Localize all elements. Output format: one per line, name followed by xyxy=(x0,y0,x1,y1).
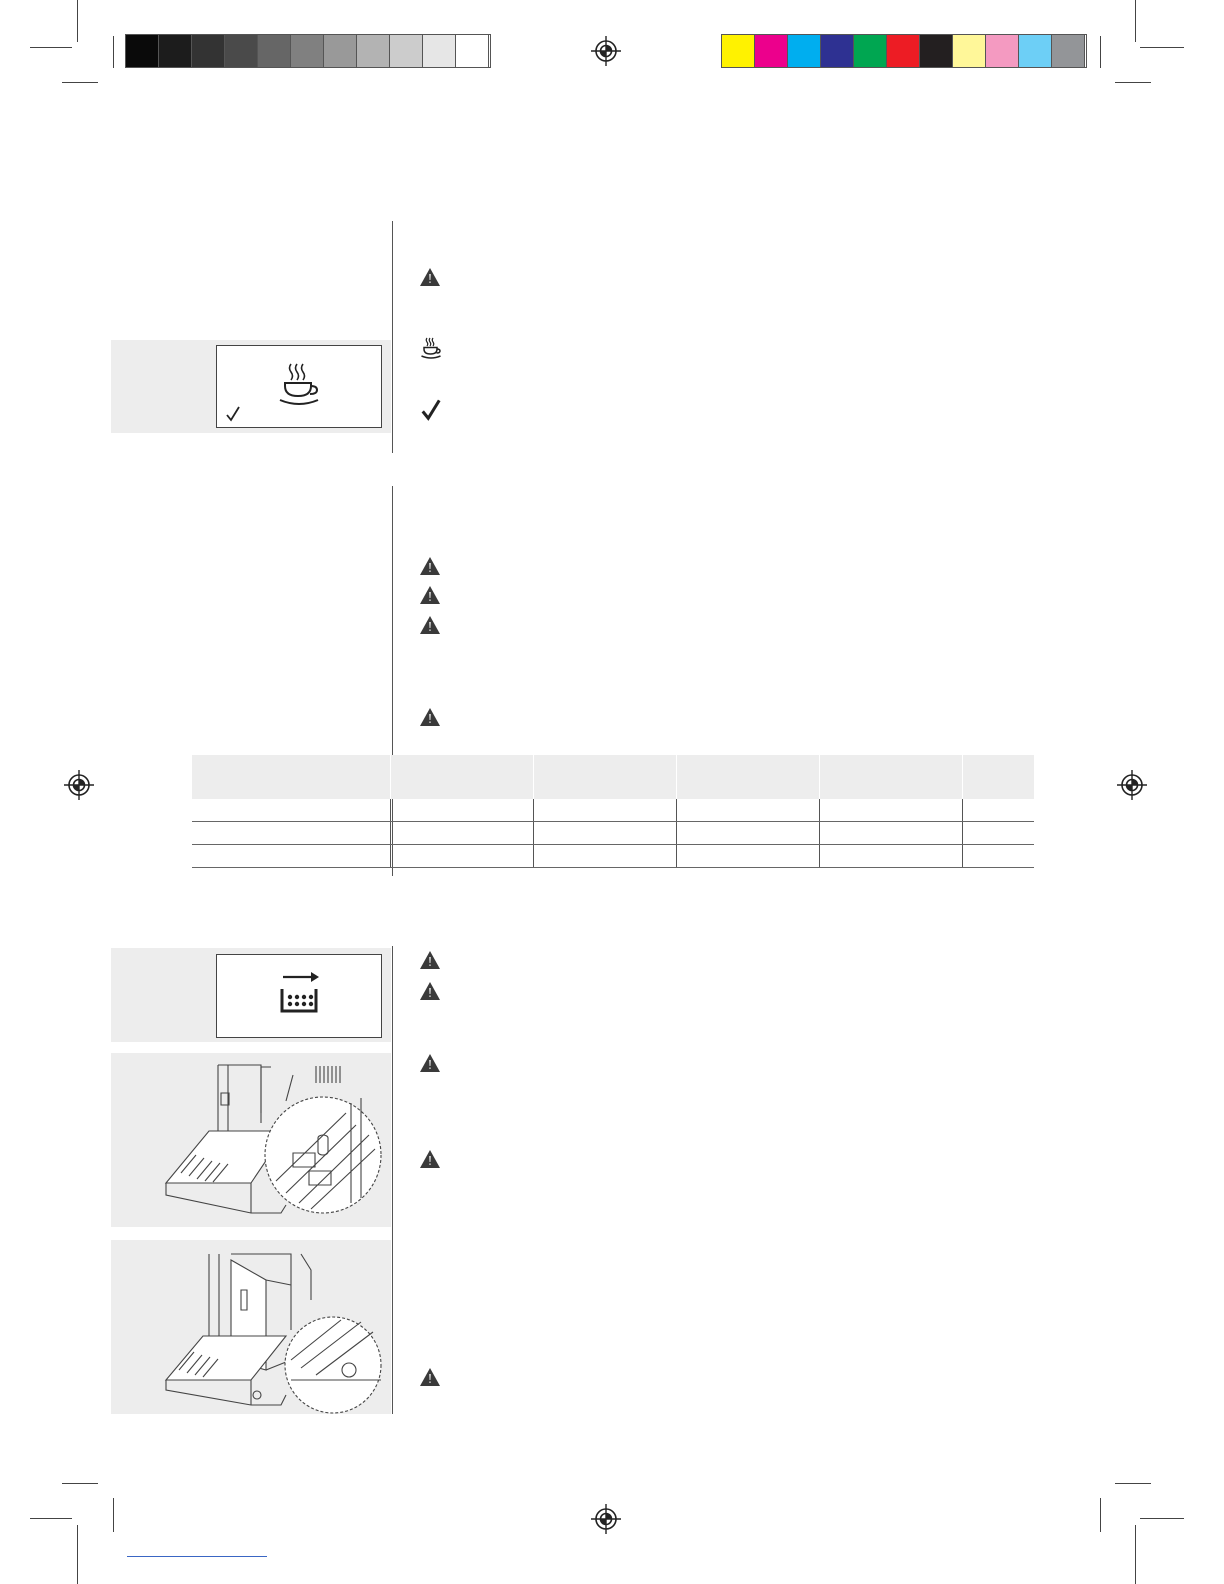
registration-mark-icon xyxy=(1117,770,1147,800)
table-row xyxy=(192,822,1034,845)
color-swatch xyxy=(722,35,755,67)
crop-mark xyxy=(77,0,78,42)
check-icon xyxy=(420,399,442,421)
warning-icon xyxy=(419,950,441,970)
table-cell xyxy=(677,845,820,868)
table-header-cell xyxy=(391,755,534,799)
crop-mark xyxy=(77,1525,78,1584)
color-swatch xyxy=(357,35,390,67)
table-header-cell xyxy=(534,755,677,799)
table-cell xyxy=(963,822,1035,845)
color-swatch xyxy=(159,35,192,67)
crop-mark xyxy=(1140,47,1184,48)
table-cell xyxy=(677,822,820,845)
color-swatch xyxy=(887,35,920,67)
specification-table xyxy=(192,755,1034,868)
table-header-cell xyxy=(677,755,820,799)
color-swatch xyxy=(755,35,788,67)
crop-mark xyxy=(1135,1525,1136,1584)
color-swatch xyxy=(1052,35,1085,67)
color-swatch xyxy=(324,35,357,67)
table-cell xyxy=(391,845,534,868)
check-icon xyxy=(225,406,241,422)
crop-mark xyxy=(1115,82,1151,83)
table-header-row xyxy=(192,755,1034,799)
crop-mark xyxy=(62,82,98,83)
table-cell xyxy=(391,799,534,822)
color-swatch xyxy=(225,35,258,67)
table-header-cell xyxy=(820,755,963,799)
crop-mark xyxy=(30,47,72,48)
drip-tray-door-illustration xyxy=(111,1240,391,1414)
crop-mark xyxy=(1100,1498,1101,1532)
table-header-cell xyxy=(192,755,391,799)
color-swatch xyxy=(821,35,854,67)
cup-icon xyxy=(420,336,442,360)
color-swatch xyxy=(291,35,324,67)
drip-tray-door-drawing xyxy=(111,1240,391,1414)
color-swatch xyxy=(423,35,456,67)
warning-icon xyxy=(419,707,441,727)
warning-icon xyxy=(419,1149,441,1169)
cup-icon xyxy=(277,360,321,408)
color-swatch xyxy=(788,35,821,67)
table-row xyxy=(192,799,1034,822)
warning-icon xyxy=(419,981,441,1001)
registration-mark-icon xyxy=(64,770,94,800)
registration-mark-icon xyxy=(591,36,621,66)
lcd-display xyxy=(216,345,382,428)
grayscale-calibration-bar xyxy=(125,34,491,68)
color-swatch xyxy=(854,35,887,67)
drip-tray-drawing xyxy=(111,1053,391,1227)
grounds-container-icon xyxy=(277,969,323,1017)
table-cell xyxy=(192,822,391,845)
table-row xyxy=(192,845,1034,868)
color-swatch xyxy=(456,35,489,67)
crop-mark xyxy=(1140,1518,1184,1519)
registration-mark-icon xyxy=(591,1504,621,1534)
color-swatch xyxy=(258,35,291,67)
warning-icon xyxy=(419,615,441,635)
color-swatch xyxy=(953,35,986,67)
crop-mark xyxy=(30,1518,72,1519)
warning-icon xyxy=(419,1053,441,1073)
lcd-display xyxy=(216,954,382,1038)
crop-mark xyxy=(113,1498,114,1532)
crop-mark xyxy=(62,1483,98,1484)
table-cell xyxy=(963,845,1035,868)
column-divider xyxy=(392,221,393,453)
table-cell xyxy=(391,822,534,845)
color-swatch xyxy=(1019,35,1052,67)
table-cell xyxy=(820,799,963,822)
slug-line xyxy=(127,1556,267,1557)
color-swatch xyxy=(192,35,225,67)
table-cell xyxy=(534,799,677,822)
table-cell xyxy=(820,845,963,868)
table-cell xyxy=(192,799,391,822)
table-cell xyxy=(534,822,677,845)
color-calibration-bar xyxy=(721,34,1087,68)
warning-icon xyxy=(419,585,441,605)
warning-icon xyxy=(419,267,441,287)
column-divider xyxy=(392,946,393,1414)
crop-mark xyxy=(1115,1483,1151,1484)
table-cell xyxy=(534,845,677,868)
warning-icon xyxy=(419,556,441,576)
crop-mark xyxy=(1135,0,1136,42)
table-header-cell xyxy=(963,755,1035,799)
table-cell xyxy=(677,799,820,822)
crop-mark xyxy=(113,36,114,68)
table-cell xyxy=(192,845,391,868)
color-swatch xyxy=(126,35,159,67)
color-swatch xyxy=(390,35,423,67)
drip-tray-illustration xyxy=(111,1053,391,1227)
table-cell xyxy=(820,822,963,845)
warning-icon xyxy=(419,1367,441,1387)
table-cell xyxy=(963,799,1035,822)
color-swatch xyxy=(920,35,953,67)
crop-mark xyxy=(1100,36,1101,68)
color-swatch xyxy=(986,35,1019,67)
